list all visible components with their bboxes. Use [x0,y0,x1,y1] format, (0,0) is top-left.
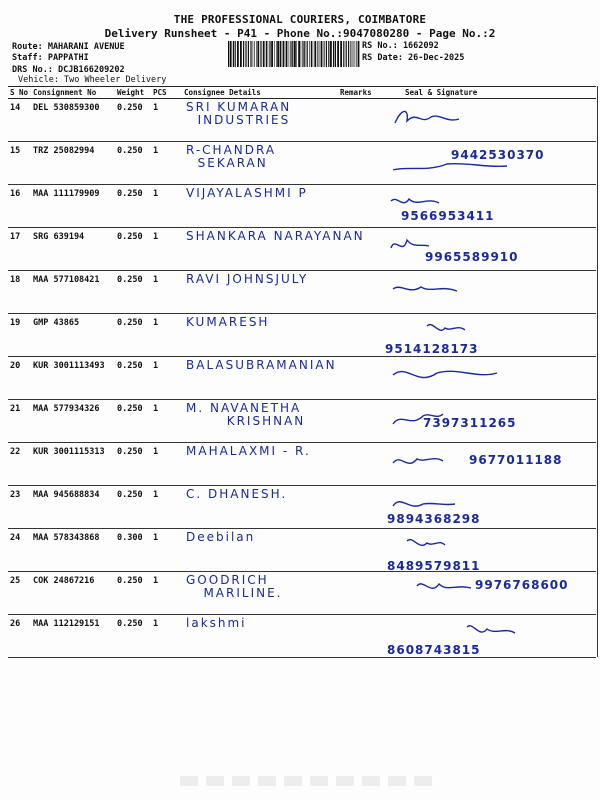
col-header-pcs: PCS [151,87,182,99]
row-remarks [338,400,383,443]
row-consignee [182,400,338,443]
row-signature [383,271,596,314]
row-consignment-no: DEL 530859300 [31,99,115,142]
signature-scribble [387,273,567,311]
barcode-bar [337,41,339,67]
consignee-handwriting: Deebilan [186,530,256,544]
row-consignment-no: GMP 43865 [31,314,115,357]
barcode-bar [271,41,273,67]
consignee-handwriting: VIJAYALASHMI P [186,186,308,200]
row-remarks [338,99,383,142]
barcode-bar [320,41,321,67]
row-consignment-no: MAA 112129151 [31,615,115,658]
row-signature [383,572,596,615]
barcode-bar [309,41,310,67]
barcode-bar [277,41,279,67]
barcode-bar [326,41,327,67]
row-consignment-no: MAA 577934326 [31,400,115,443]
row-signature [383,400,596,443]
row-sno: 20 [8,357,31,400]
consignee-handwriting: SRI KUMARAN INDUSTRIES [186,100,292,127]
signature-phone-number: 8608743815 [387,643,481,657]
barcode-bar [268,41,269,67]
row-pcs: 1 [151,529,182,572]
signature-phone-number: 9894368298 [387,512,481,526]
table-row [8,314,596,357]
signature-phone-number: 9442530370 [451,148,545,162]
barcode-bar [237,41,239,67]
vehicle-label: Vehicle: Two Wheeler Delivery [18,75,167,85]
barcode-bar [263,41,265,67]
table-row [8,400,596,443]
row-pcs: 1 [151,572,182,615]
barcode-image [228,41,358,67]
barcode-bar [274,41,275,67]
consignee-handwriting: SHANKARA NARAYANAN [186,229,365,243]
signature-scribble [387,101,567,139]
barcode-bar [350,41,351,67]
rs-date: RS Date: 26-Dec-2025 [362,53,465,63]
row-weight: 0.250 [115,357,151,400]
table-header-row [8,87,596,99]
barcode-bar [355,41,356,67]
barcode-bar [328,41,329,67]
row-sno: 25 [8,572,31,615]
table-row [8,486,596,529]
row-remarks [338,357,383,400]
row-sno: 21 [8,400,31,443]
row-weight: 0.250 [115,185,151,228]
barcode-bar [254,41,255,67]
row-pcs: 1 [151,228,182,271]
table-row [8,228,596,271]
barcode-bar [340,41,342,67]
row-pcs: 1 [151,99,182,142]
signature-phone-number: 7397311265 [423,416,517,430]
row-sno: 17 [8,228,31,271]
barcode-bar [276,41,277,67]
barcode-bar [257,41,259,67]
row-signature [383,615,596,658]
row-pcs: 1 [151,185,182,228]
row-consignment-no: KUR 3001113493 [31,357,115,400]
row-consignee [182,357,338,400]
row-sno: 15 [8,142,31,185]
barcode-bar [260,41,261,67]
row-remarks [338,185,383,228]
barcode-bar [289,41,290,67]
row-consignee [182,271,338,314]
barcode-bar [302,41,303,67]
row-sno: 23 [8,486,31,529]
row-sno: 24 [8,529,31,572]
row-pcs: 1 [151,486,182,529]
row-weight: 0.250 [115,486,151,529]
signature-phone-number: 9566953411 [401,209,495,223]
consignee-handwriting: RAVI JOHNSJULY [186,272,309,286]
row-sno: 22 [8,443,31,486]
barcode-bar [346,41,347,67]
row-remarks [338,615,383,658]
barcode-bar [304,41,305,67]
barcode-bar [335,41,336,67]
row-consignment-no: MAA 945688834 [31,486,115,529]
row-consignee [182,99,338,142]
barcode-bar [313,41,314,67]
barcode-bar [352,41,353,67]
barcode-bar [250,41,251,67]
drs-label: DRS No.: DCJB166209202 [12,65,125,75]
col-header-consignment: Consignment No [31,87,115,99]
barcode-bar [253,41,254,67]
row-remarks [338,486,383,529]
barcode-bar [301,41,302,67]
row-consignee [182,615,338,658]
barcode-bar [321,41,322,67]
row-weight: 0.250 [115,314,151,357]
barcode-bar [298,41,300,67]
signature-phone-number: 9965589910 [425,250,519,264]
barcode-bar [290,41,291,67]
barcode-bar [324,41,325,67]
route-label: Route: MAHARANI AVENUE [12,42,125,52]
right-border [597,86,598,657]
row-weight: 0.250 [115,615,151,658]
table-row [8,443,596,486]
row-sno: 26 [8,615,31,658]
row-sno: 14 [8,99,31,142]
row-sno: 18 [8,271,31,314]
barcode-bar [230,41,232,67]
row-consignment-no: COK 24867216 [31,572,115,615]
row-remarks [338,529,383,572]
signature-scribble [387,359,567,397]
barcode-bar [228,41,229,67]
consignee-handwriting: M. NAVANETHA KRISHNAN [186,401,306,428]
company-title: THE PROFESSIONAL COURIERS, COIMBATORE [173,13,427,26]
row-weight: 0.250 [115,99,151,142]
row-pcs: 1 [151,271,182,314]
consignee-handwriting: C. DHANESH. [186,487,288,501]
row-consignee [182,142,338,185]
row-pcs: 1 [151,314,182,357]
barcode-bar [317,41,318,67]
row-consignee [182,443,338,486]
row-consignment-no: KUR 3001115313 [31,443,115,486]
row-consignment-no: MAA 111179909 [31,185,115,228]
row-remarks [338,572,383,615]
barcode-bar [286,41,288,67]
barcode-bar [353,41,354,67]
barcode-bar [307,41,308,67]
table-row [8,529,596,572]
consignee-handwriting: MAHALAXMI - R. [186,444,311,458]
row-remarks [338,271,383,314]
row-remarks [338,142,383,185]
barcode-bar [256,41,257,67]
barcode-bar [266,41,267,67]
consignee-handwriting: GOODRICH MARILINE. [186,573,283,600]
row-signature [383,443,596,486]
barcode-bar [248,41,249,67]
row-weight: 0.250 [115,271,151,314]
row-consignment-no: TRZ 25082994 [31,142,115,185]
row-signature [383,228,596,271]
row-consignee [182,486,338,529]
barcode-bar [296,41,297,67]
barcode-bar [243,41,244,67]
runsheet-subtitle: Delivery Runsheet - P41 - Phone No.:9047080280 - Page No.:2 [104,27,496,40]
row-remarks [338,314,383,357]
row-pcs: 1 [151,400,182,443]
row-weight: 0.250 [115,443,151,486]
row-consignee [182,228,365,271]
table-row [8,99,596,142]
barcode-bar [311,41,312,67]
barcode-bar [235,41,236,67]
row-consignee [182,529,338,572]
signature-phone-number: 9976768600 [475,578,569,592]
row-pcs: 1 [151,443,182,486]
barcode-bar [356,41,357,67]
col-header-signature: Seal & Signature [383,87,596,99]
row-signature [383,314,596,357]
row-sno: 19 [8,314,31,357]
col-header-consignee: Consignee Details [182,87,338,99]
barcode-bar [251,41,252,67]
col-header-remarks: Remarks [338,87,383,99]
barcode-bar [348,41,349,67]
row-signature [383,529,596,572]
row-consignee [182,572,338,615]
col-header-sno: S No [8,87,31,99]
barcode-bar [240,41,242,67]
row-signature [383,185,596,228]
barcode-bar [294,41,296,67]
row-signature [383,357,596,400]
row-consignee [182,185,338,228]
row-pcs: 1 [151,357,182,400]
table-row [8,615,596,658]
barcode-bar [333,41,334,67]
staff-label: Staff: PAPPATHI [12,53,89,63]
row-consignment-no: MAA 577108421 [31,271,115,314]
barcode-bar [343,41,344,67]
consignee-handwriting: BALASUBRAMANIAN [186,358,337,372]
row-pcs: 1 [151,142,182,185]
row-pcs: 1 [151,615,182,658]
barcode-bar [319,41,320,67]
row-remarks [338,443,383,486]
barcode-bar [283,41,285,67]
table-row [8,357,596,400]
signature-phone-number: 8489579811 [387,559,481,573]
row-sno: 16 [8,185,31,228]
row-weight: 0.250 [115,572,151,615]
row-weight: 0.300 [115,529,151,572]
signature-phone-number: 9514128173 [385,342,479,356]
row-signature [383,486,596,529]
barcode-bar [269,41,270,67]
barcode-bar [233,41,234,67]
consignee-handwriting: R-CHANDRA SEKARAN [186,143,277,170]
barcode-bar [314,41,316,67]
table-row [8,185,596,228]
barcode-bar [330,41,332,67]
barcode-bar [358,41,360,67]
rs-number: RS No.: 1662092 [362,41,439,51]
row-weight: 0.250 [115,228,151,271]
row-consignment-no: MAA 578343868 [31,529,115,572]
table-row [8,142,596,185]
row-weight: 0.250 [115,142,151,185]
consignee-handwriting: lakshmi [186,616,247,630]
delivery-table [8,86,596,658]
col-header-weight: Weight [115,87,151,99]
barcode-bar [292,41,293,67]
row-signature [383,142,596,185]
table-row [8,271,596,314]
footer-print-smudge [180,776,440,786]
barcode-bar [323,41,324,67]
row-signature [383,99,596,142]
consignee-handwriting: KUMARESH [186,315,270,329]
barcode-bar [280,41,282,67]
barcode-bar [245,41,246,67]
row-consignment-no: SRG 639194 [31,228,115,271]
signature-phone-number: 9677011188 [469,453,563,467]
row-consignee [182,314,338,357]
table-row [8,572,596,615]
row-weight: 0.250 [115,400,151,443]
